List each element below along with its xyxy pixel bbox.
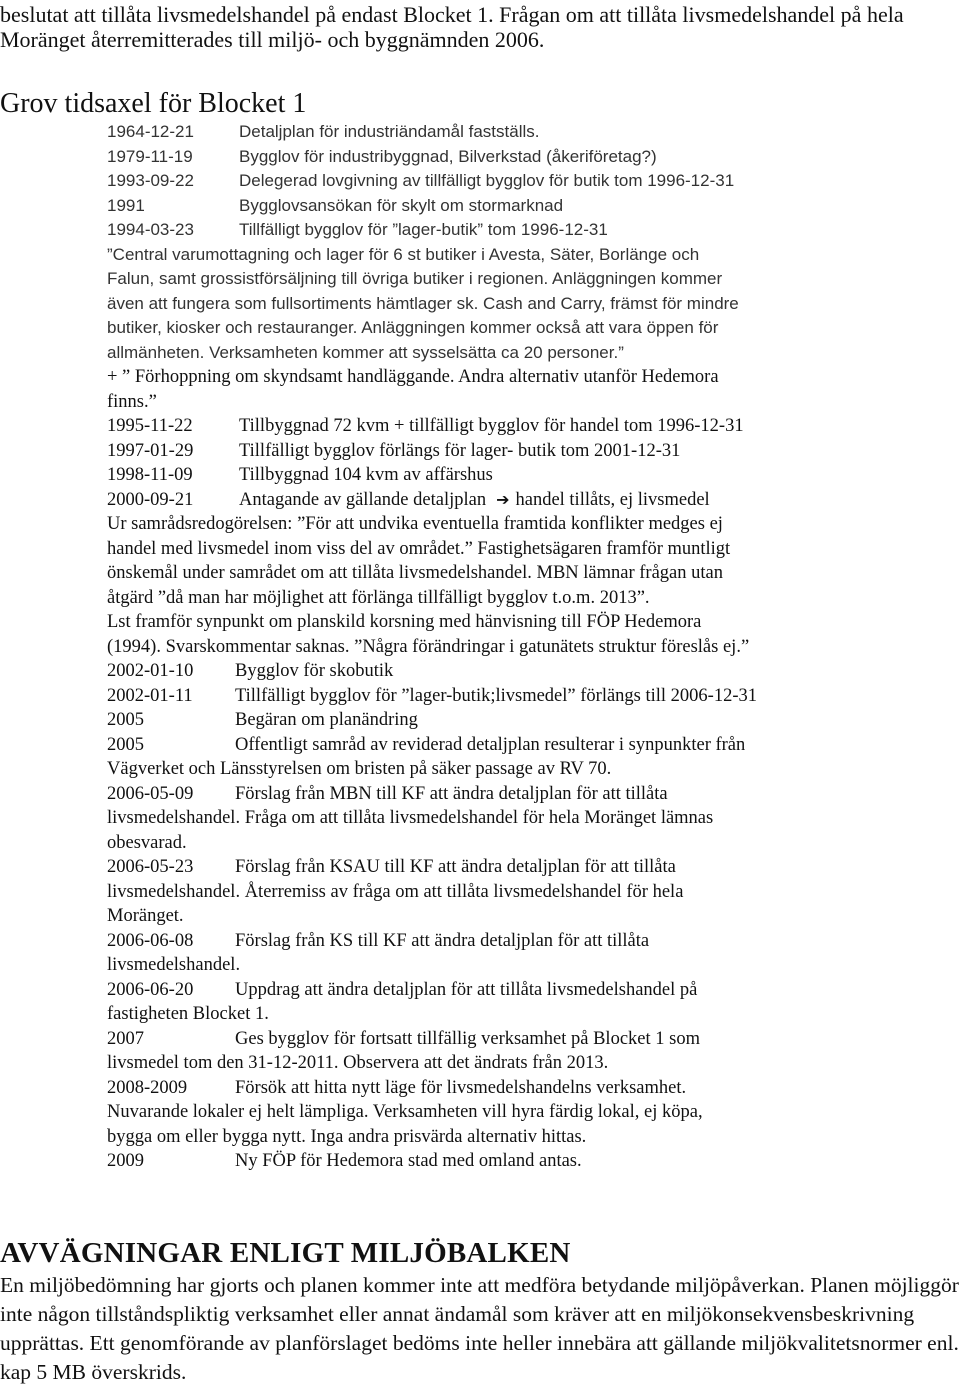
timeline-row bbox=[107, 218, 867, 243]
timeline-text: Ny FÖP för Hedemora stad med omland antas. bbox=[235, 1151, 582, 1171]
timeline-text: Tillfälligt bygglov förlängs för lager- butik tom 2001-12-31 bbox=[239, 440, 681, 461]
timeline-date: 1998-11-09 bbox=[107, 465, 193, 485]
timeline-date: 2006-05-09 bbox=[107, 783, 194, 804]
timeline-text: Tillfälligt bygglov för ”lager-butik;livsmedel” förlängs till 2006-12-31 bbox=[235, 685, 758, 706]
samrad-line: önskemål under samrådet om att tillåta livsmedelshandel. MBN lämnar frågan utan bbox=[107, 563, 723, 583]
samrad-line: Lst framför synpunkt om planskild korsning med hänvisning till FÖP Hedemora bbox=[107, 612, 702, 632]
timeline-early-entries bbox=[107, 120, 867, 365]
timeline-late-entries bbox=[107, 659, 867, 1174]
timeline-row bbox=[107, 708, 867, 733]
timeline-row bbox=[107, 194, 867, 219]
timeline-date: 2008-2009 bbox=[107, 1077, 188, 1098]
timeline-row bbox=[107, 978, 867, 1003]
timeline-text: Detaljplan för industriändamål fastställs. bbox=[239, 122, 540, 141]
timeline-row bbox=[107, 463, 867, 488]
timeline-text-continued: handel tillåts, ej livsmedel bbox=[515, 489, 710, 510]
timeline-row bbox=[107, 659, 867, 684]
timeline-date: 2002-01-11 bbox=[107, 685, 193, 706]
timeline-row bbox=[107, 1149, 867, 1174]
samrad-line: handel med livsmedel inom viss del av området.” Fastighetsägaren framför muntligt bbox=[107, 538, 731, 559]
timeline-text: Förslag från MBN till KF att ändra detaljplan för att tillåta bbox=[235, 783, 668, 804]
timeline-text-continued: Nuvarande lokaler ej helt lämpliga. Verksamheten vill hyra färdig lokal, ej köpa, bbox=[107, 1102, 703, 1122]
samrad-line: Ur samrådsredogörelsen: ”För att undvika eventuella framtida konflikter medges ej bbox=[107, 514, 723, 534]
samrad-line: (1994). Svarskommentar saknas. ”Några förändringar i gatunätets struktur föreslås ej.” bbox=[107, 636, 750, 657]
timeline-date: 2005 bbox=[107, 710, 144, 730]
timeline-row bbox=[107, 782, 867, 807]
timeline-text-continued: livsmedelshandel. Fråga om att tillåta livsmedelshandel för hela Moränget lämnas bbox=[107, 808, 714, 828]
timeline-text-continued: Vägverket och Länsstyrelsen om bristen på säker passage av RV 70. bbox=[107, 759, 612, 779]
timeline-row bbox=[107, 439, 867, 464]
timeline-row bbox=[107, 414, 867, 439]
quote-line: Falun, samt grossistförsäljning till övriga butiker i regionen. Anläggningen kommer bbox=[107, 269, 723, 288]
timeline-text-continued: fastigheten Blocket 1. bbox=[107, 1004, 269, 1024]
quote-line: finns.” bbox=[107, 391, 157, 412]
timeline-row bbox=[107, 733, 867, 758]
timeline-date: 2002-01-10 bbox=[107, 661, 194, 681]
timeline-row bbox=[107, 684, 867, 709]
timeline-text: Ges bygglov för fortsatt tillfällig verksamhet på Blocket 1 som bbox=[235, 1028, 700, 1049]
timeline-text: Förslag från KS till KF att ändra detaljplan för att tillåta bbox=[235, 930, 650, 951]
timeline-text: Delegerad lovgivning av tillfälligt bygglov för butik tom 1996-12-31 bbox=[239, 171, 735, 190]
quote-line: ”Central varumottagning och lager för 6 st butiker i Avesta, Säter, Borlänge och bbox=[107, 244, 700, 264]
timeline-text: Tillbyggnad 72 kvm + tillfälligt bygglov för handel tom 1996-12-31 bbox=[239, 416, 744, 436]
timeline-row bbox=[107, 169, 867, 194]
timeline-date: 1979-11-19 bbox=[107, 146, 193, 166]
timeline-date: 1993-09-22 bbox=[107, 171, 194, 190]
timeline-date: 1991 bbox=[107, 195, 145, 215]
samrad-line: åtgärd ”då man har möjlighet att förlänga tillfälligt bygglov t.o.m. 2013”. bbox=[107, 587, 650, 608]
arrow-right-icon: ➔ bbox=[496, 489, 510, 509]
timeline-text: Begäran om planändring bbox=[235, 710, 418, 730]
timeline-row bbox=[107, 120, 867, 145]
timeline-row bbox=[107, 1076, 867, 1101]
timeline-date: 2009 bbox=[107, 1151, 144, 1171]
timeline-text-continued: livsmedelshandel. Återremiss av fråga om att tillåta livsmedelshandel för hela bbox=[107, 881, 684, 902]
timeline-text-continued: bygga om eller bygga nytt. Inga andra prisvärda alternativ hittas. bbox=[107, 1126, 587, 1147]
quote-line: allmänheten. Verksamheten kommer att sysselsätta ca 20 personer.” bbox=[107, 342, 624, 362]
quote-line: + ” Förhoppning om skyndsamt handläggande. Andra alternativ utanför Hedemora bbox=[107, 367, 719, 387]
timeline-text: Bygglovsansökan för skylt om stormarknad bbox=[239, 195, 564, 215]
timeline-row bbox=[107, 145, 867, 170]
timeline-date: 2006-06-20 bbox=[107, 979, 194, 1000]
quote-line: butiker, kiosker och restauranger. Anläggningen kommer också att vara öppen för bbox=[107, 318, 719, 337]
timeline-text: Tillbyggnad 104 kvm av affärshus bbox=[239, 465, 493, 485]
intro-paragraph: beslutat att tillåta livsmedelshandel på endast Blocket 1. Frågan om att tillåta livsmedelshandel på hela Moränget återremitterades till miljö- och byggnämnden 2006. bbox=[0, 2, 904, 52]
section-heading-miljobalken: AVVÄGNINGAR ENLIGT MILJÖBALKEN bbox=[0, 1237, 571, 1269]
timeline-date: 1997-01-29 bbox=[107, 440, 194, 461]
timeline-date: 1994-03-23 bbox=[107, 220, 194, 239]
timeline-text: Uppdrag att ändra detaljplan för att tillåta livsmedelshandel på bbox=[235, 979, 698, 1000]
timeline-date: 2006-06-08 bbox=[107, 930, 194, 951]
timeline-text: Antagande av gällande detaljplan bbox=[239, 489, 487, 510]
timeline-text: Tillfälligt bygglov för ”lager-butik” tom 1996-12-31 bbox=[239, 220, 608, 239]
timeline-date: 2000-09-21 bbox=[107, 489, 194, 510]
timeline-date: 2007 bbox=[107, 1028, 144, 1049]
timeline-text: Försök att hitta nytt läge för livsmedelshandelns verksamhet. bbox=[235, 1077, 687, 1098]
timeline-date: 2005 bbox=[107, 734, 144, 755]
timeline-row bbox=[107, 488, 867, 513]
timeline-text-continued: Moränget. bbox=[107, 906, 184, 926]
timeline-row bbox=[107, 855, 867, 880]
timeline-date: 1995-11-22 bbox=[107, 416, 193, 436]
quote-line: även att fungera som fullsortiments hämtlager sk. Cash and Carry, främst för mindre bbox=[107, 293, 739, 313]
timeline bbox=[107, 120, 867, 1174]
timeline-text-continued: livsmedelshandel. bbox=[107, 955, 241, 975]
timeline-text-continued: obesvarad. bbox=[107, 832, 187, 853]
timeline-date: 1964-12-21 bbox=[107, 122, 194, 141]
timeline-text: Förslag från KSAU till KF att ändra detaljplan för att tillåta bbox=[235, 857, 676, 877]
timeline-row bbox=[107, 1027, 867, 1052]
timeline-later-entries bbox=[107, 365, 867, 1174]
section-heading-timeline: Grov tidsaxel för Blocket 1 bbox=[0, 88, 307, 119]
timeline-text: Bygglov för industribyggnad, Bilverkstad (åkeriföretag?) bbox=[239, 146, 657, 166]
timeline-date: 2006-05-23 bbox=[107, 857, 194, 877]
timeline-text: Bygglov för skobutik bbox=[235, 661, 394, 681]
timeline-text-continued: livsmedel tom den 31-12-2011. Observera att det ändrats från 2013. bbox=[107, 1053, 609, 1073]
timeline-row bbox=[107, 929, 867, 954]
miljobalken-paragraph: En miljöbedömning har gjorts och planen kommer inte att medföra betydande miljöpåverkan. Planen möjliggör inte någon tillståndspliktig verksamhet eller annat ändamål som kräver att en miljökonsekvensbeskrivning upprättas. Ett genomförande av planförslaget bedöms inte heller innebära att gällande miljökvalitetsnormer enl. kap 5 MB överskrids. bbox=[0, 1273, 959, 1384]
timeline-text: Offentligt samråd av reviderad detaljplan resulterar i synpunkter från bbox=[235, 734, 746, 755]
